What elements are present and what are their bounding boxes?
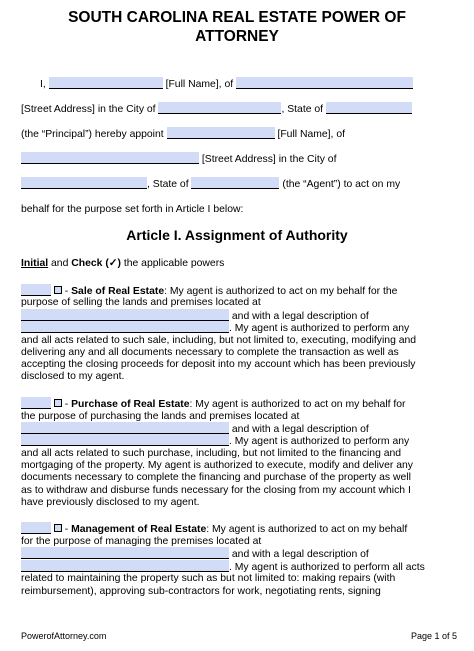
sale-line-6: delivering any and all documents necessary to complete the transaction as well as: [21, 347, 399, 358]
purchase-line-6: mortgaging of the property. My agent is authorized to execute, modify and deliver any: [21, 460, 413, 471]
intro-line-3: (the “Principal”) hereby appoint [Full Name], of: [21, 129, 345, 140]
agent-address-field[interactable]: [21, 152, 199, 164]
sale-legal-description-field[interactable]: [21, 321, 229, 333]
footer-brand: PowerofAttorney.com: [21, 631, 107, 641]
purchase-line-5: and all acts related to such purchase, including, but not limited to the financing and: [21, 448, 402, 459]
management-location-field[interactable]: [21, 547, 229, 559]
purchase-legal-description-field[interactable]: [21, 434, 229, 446]
agent-name-field[interactable]: [167, 127, 275, 139]
document-title: [0, 8, 474, 46]
management-line-4: . My agent is authorized to perform all acts: [21, 560, 425, 575]
purchase-initial-field[interactable]: [21, 397, 51, 409]
management-initial-field[interactable]: [21, 522, 51, 534]
management-checkbox[interactable]: [54, 524, 62, 532]
sale-line-1: - Sale of Real Estate: My agent is authorized to act on my behalf for the: [21, 284, 397, 299]
management-line-1: - Management of Real Estate: My agent is authorized to act on my behalf: [21, 522, 407, 537]
principal-address-field[interactable]: [236, 77, 413, 89]
management-legal-description-field[interactable]: [21, 560, 229, 572]
title-line-1: SOUTH CAROLINA REAL ESTATE POWER OF: [68, 9, 406, 26]
purchase-line-7: documents necessary to complete the financing and purchase of the property as well: [21, 472, 411, 483]
sale-line-3: and with a legal description of: [21, 309, 369, 324]
management-line-5: related to maintaining the property such as but not limited to: making repairs (with: [21, 573, 396, 584]
principal-state-field[interactable]: [326, 102, 412, 114]
sale-line-7: accepting the closing proceeds for deposit into my account which has been previously: [21, 359, 416, 370]
purchase-location-field[interactable]: [21, 422, 229, 434]
sale-initial-field[interactable]: [21, 284, 51, 296]
sale-line-4: . My agent is authorized to perform any: [21, 321, 409, 336]
article-instructions: Initial and Check (✓) the applicable powers: [21, 258, 225, 269]
sale-line-5: and all acts related to such sale, including, but not limited to, executing, modifying and: [21, 335, 417, 346]
agent-state-field[interactable]: [191, 177, 279, 189]
intro-line-4: [Street Address] in the City of: [21, 152, 336, 167]
intro-line-2: [Street Address] in the City of , State of: [21, 102, 412, 117]
principal-city-field[interactable]: [158, 102, 281, 114]
intro-line-6: behalf for the purpose set forth in Article I below:: [21, 204, 244, 215]
purchase-line-4: . My agent is authorized to perform any: [21, 434, 409, 449]
management-line-3: and with a legal description of: [21, 547, 369, 562]
purchase-line-8: as to withdraw and disburse funds necessary for the closing from my account which I: [21, 485, 411, 496]
title-line-2: ATTORNEY: [195, 28, 279, 45]
intro-line-5: , State of (the “Agent”) to act on my: [21, 177, 400, 192]
management-line-2: for the purpose of managing the premises located at: [21, 536, 262, 547]
sale-checkbox[interactable]: [54, 286, 62, 294]
purchase-line-3: and with a legal description of: [21, 422, 369, 437]
purchase-line-9: have previously disclosed to my agent.: [21, 497, 200, 508]
sale-line-2: purpose of selling the lands and premises located at: [21, 297, 261, 308]
principal-name-field[interactable]: [49, 77, 163, 89]
purchase-line-2: the purpose of purchasing the lands and premises located at: [21, 411, 300, 422]
sale-location-field[interactable]: [21, 309, 229, 321]
article-heading: Article I. Assignment of Authority: [126, 227, 348, 243]
footer-page-number: Page 1 of 5: [410, 631, 457, 641]
agent-city-field[interactable]: [21, 177, 147, 189]
sale-line-8: disclosed to my agent.: [21, 371, 125, 382]
purchase-checkbox[interactable]: [54, 399, 62, 407]
intro-line-1: I, [Full Name], of: [40, 77, 413, 92]
management-line-6: reimbursement), approving sub-contractors for work, negotiating rents, signing: [21, 586, 381, 597]
purchase-line-1: - Purchase of Real Estate: My agent is authorized to act on my behalf for: [21, 397, 406, 412]
